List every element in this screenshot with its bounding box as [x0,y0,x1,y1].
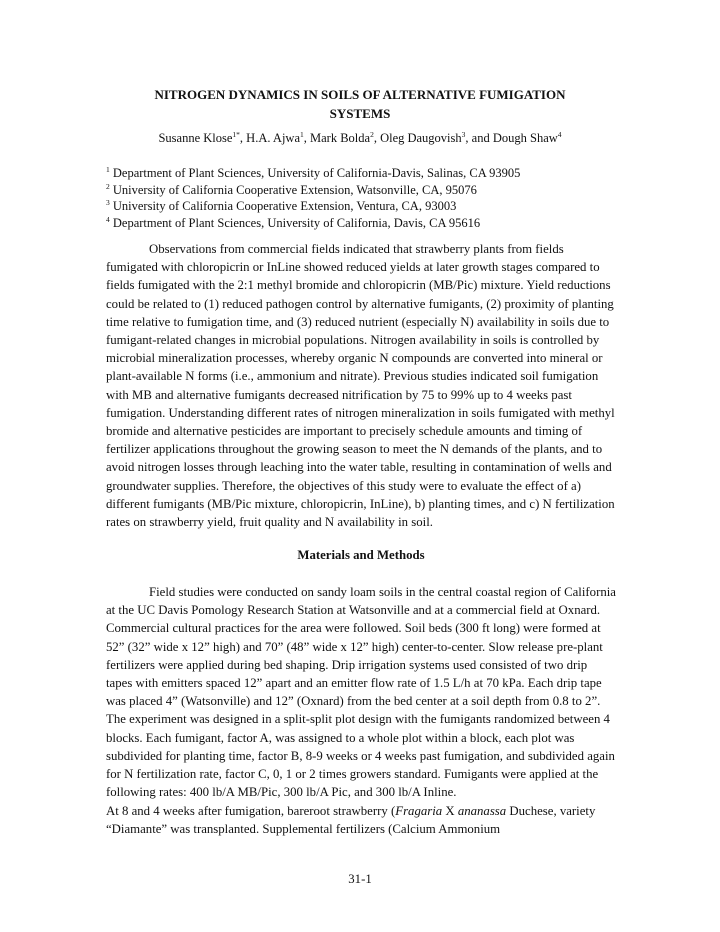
author-affiliation-mark: 2 [370,129,374,139]
affiliation-item: $^2$ University of California Cooperative Extension, Watsonville, CA, 95076 [106,181,477,197]
page-number: 31-1 [348,872,372,886]
genus-name: Fragaria [395,804,443,818]
species-name: ananassa [457,804,507,818]
affiliation-item: $^4$ Department of Plant Sciences, University of California, Davis, CA 95616 [106,214,481,231]
author-affiliation-mark: 1 [300,129,304,139]
methods-paragraph: Field studies were conducted on sandy loam soils in the central coastal region of California at the UC Davis Pomology Research Station at Watsonville and at a commercial field at Oxnard. Commercial cultural practices for the area were followed. Soil beds (300 ft long) were formed at 52” (32” wide x 12” high) and 70” (48” wide x 12” high) center-to-center. Slow release pre-plant fertilizers were applied during bed shaping. Drip irrigation systems used consisted of two drip tapes with emitters spaced 12” apart and an emitter flow rate of 1.5 L/h at 70 kPa. Each drip tape was placed 4” (Watsonville) and 12” (Oxnard) from the bed center at a soil depth from 0.8 to 2”. The experiment was designed in a split-split plot design with the fumigants randomized between 4 blocks. Each fumigant, factor A, was assigned to a whole plot within a block, each plot was subdivided for planting time, factor B, 8-9 weeks or 4 weeks past fumigation, and subdivided again for N fertilization rate, factor C, 0, 1 or 2 times growers standard. Fumigants were applied at the following rates: 400 lb/A MB/Pic, 300 lb/A Pic, and 300 lb/A Inline. [106,585,616,800]
planting-paragraph: At 8 and 4 weeks after fumigation, bareroot strawberry (Fragaria X ananassa Duchese, variety “Diamante” was transplanted. Supplemental fertilizers (Calcium Ammonium [106,804,596,837]
affiliation-item: $^3$ University of California Cooperative Extension, Ventura, CA, 93003 [106,198,457,214]
paper-title [110,85,610,123]
affiliation-item: $^1$ Department of Plant Sciences, University of California-Davis, Salinas, CA 93905 [106,164,521,180]
intro-paragraph: Observations from commercial fields indicated that strawberry plants from fields fumigated with chloropicrin or InLine showed reduced yields at later growth stages compared to fields fumigated with the 2:1 methyl bromide and chloropicrin (MB/Pic) mixture. Yield reductions could be related to (1) reduced pathogen control by alternative fumigants, (2) proximity of planting time relative to fumigation time, and (3) reduced nutrient (especially N) availability in soils due to fumigant-related changes in microbial populations. Nitrogen availability in soils is controlled by microbial mineralization processes, whereby organic N compounds are converted into mineral or plant-available N forms (i.e., ammonium and nitrate). Previous studies indicated soil fumigation with MB and alternative fumigants decreased nitrification by 75 to 99% up to 4 weeks past fumigation. Understanding different rates of nitrogen mineralization in soils fumigated with methyl bromide and alternative pesticides are important to precisely schedule amounts and timing of fertilizer applications throughout the growing season to meet the N demands of the plants, and to avoid nitrogen losses through leaching into the water table, resulting in contamination of wells and groundwater supplies. Therefore, the objectives of this study were to evaluate the effect of a) different fumigants (MB/Pic mixture, chloropicrin, InLine), b) planting times, and c) N fertilization rates on strawberry yield, fruit quality and N availability in soil. [106,242,615,530]
title-line-1: NITROGEN DYNAMICS IN SOILS OF ALTERNATIVE FUMIGATION [154,87,566,102]
author-name: H.A. Ajwa [246,131,300,145]
affiliation-number: 1 [106,164,110,174]
affiliation-list [106,165,626,232]
author-affiliation-mark: 1* [232,129,240,139]
affiliation-number: 3 [106,198,110,208]
author-affiliation-mark: 3 [461,129,466,139]
title-line-2: SYSTEMS [329,106,391,121]
affiliation-number: 2 [106,181,110,191]
section-heading-methods: Materials and Methods [297,548,425,562]
author-name: Oleg Daugovish [380,131,462,145]
author-name: Mark Bolda [310,131,371,145]
author-list: Susanne Klose$^{1*}$, H.A. Ajwa$^1$, Mark Bolda$^2$, Oleg Daugovish$^3$, and Dough Shaw$^4$ [158,129,562,145]
author-name: Dough Shaw [492,131,558,145]
affiliation-number: 4 [106,214,110,224]
author-name: Susanne Klose [158,131,233,145]
author-affiliation-mark: 4 [557,129,562,139]
